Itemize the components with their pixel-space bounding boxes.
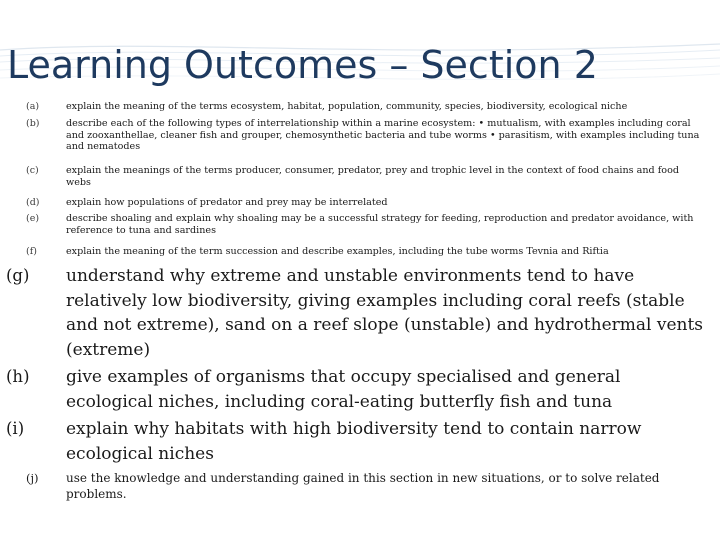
outcome-label: (g) [6,266,30,285]
outcome-label: (i) [6,419,25,438]
outcome-label: (b) [26,118,40,129]
outcome-label: (c) [26,165,39,176]
outcome-label: (j) [26,471,39,485]
outcome-text: explain why habitats with high biodiversity tend to contain narrow ecological niches [66,419,642,464]
outcome-label: (a) [26,101,40,112]
outcome-text: explain the meanings of the terms producer, consumer, predator, prey and trophic level in the context of food chains and food webs [66,165,679,188]
page-title: Learning Outcomes – Section 2 [7,43,598,87]
outcome-text: explain the meaning of the term succession and describe examples, including the tube worms Tevnia and Riftia [66,246,609,257]
outcome-label: (f) [26,246,37,257]
outcome-text: use the knowledge and understanding gained in this section in new situations, or to solve related problems. [66,471,660,501]
outcome-label: (d) [26,197,40,208]
title-area [0,0,720,96]
outcome-text: describe shoaling and explain why shoaling may be a successful strategy for feeding, reproduction and predator avoidance, with reference to tuna and sardines [66,213,694,236]
outcome-text: explain how populations of predator and prey may be interrelated [66,197,388,208]
outcome-text: give examples of organisms that occupy specialised and general ecological niches, including coral-eating butterfly fish and tuna [66,367,621,412]
outcome-label: (h) [6,367,30,386]
outcome-text: understand why extreme and unstable environments tend to have relatively low biodiversity, giving examples including coral reefs (stable and not extreme), sand on a reef slope (unstable) and hydrothermal vents (extreme) [66,266,704,360]
outcome-text: describe each of the following types of interrelationship within a marine ecosystem: • mutualism, with examples including coral and zooxanthellae, cleaner fish and grouper, chemosynthetic bacteria and tube worms • parasitism, with examples including tuna and nematodes [66,118,700,153]
outcome-text: explain the meaning of the terms ecosystem, habitat, population, community, species, biodiversity, ecological niche [66,101,628,112]
outcome-label: (e) [26,213,40,224]
